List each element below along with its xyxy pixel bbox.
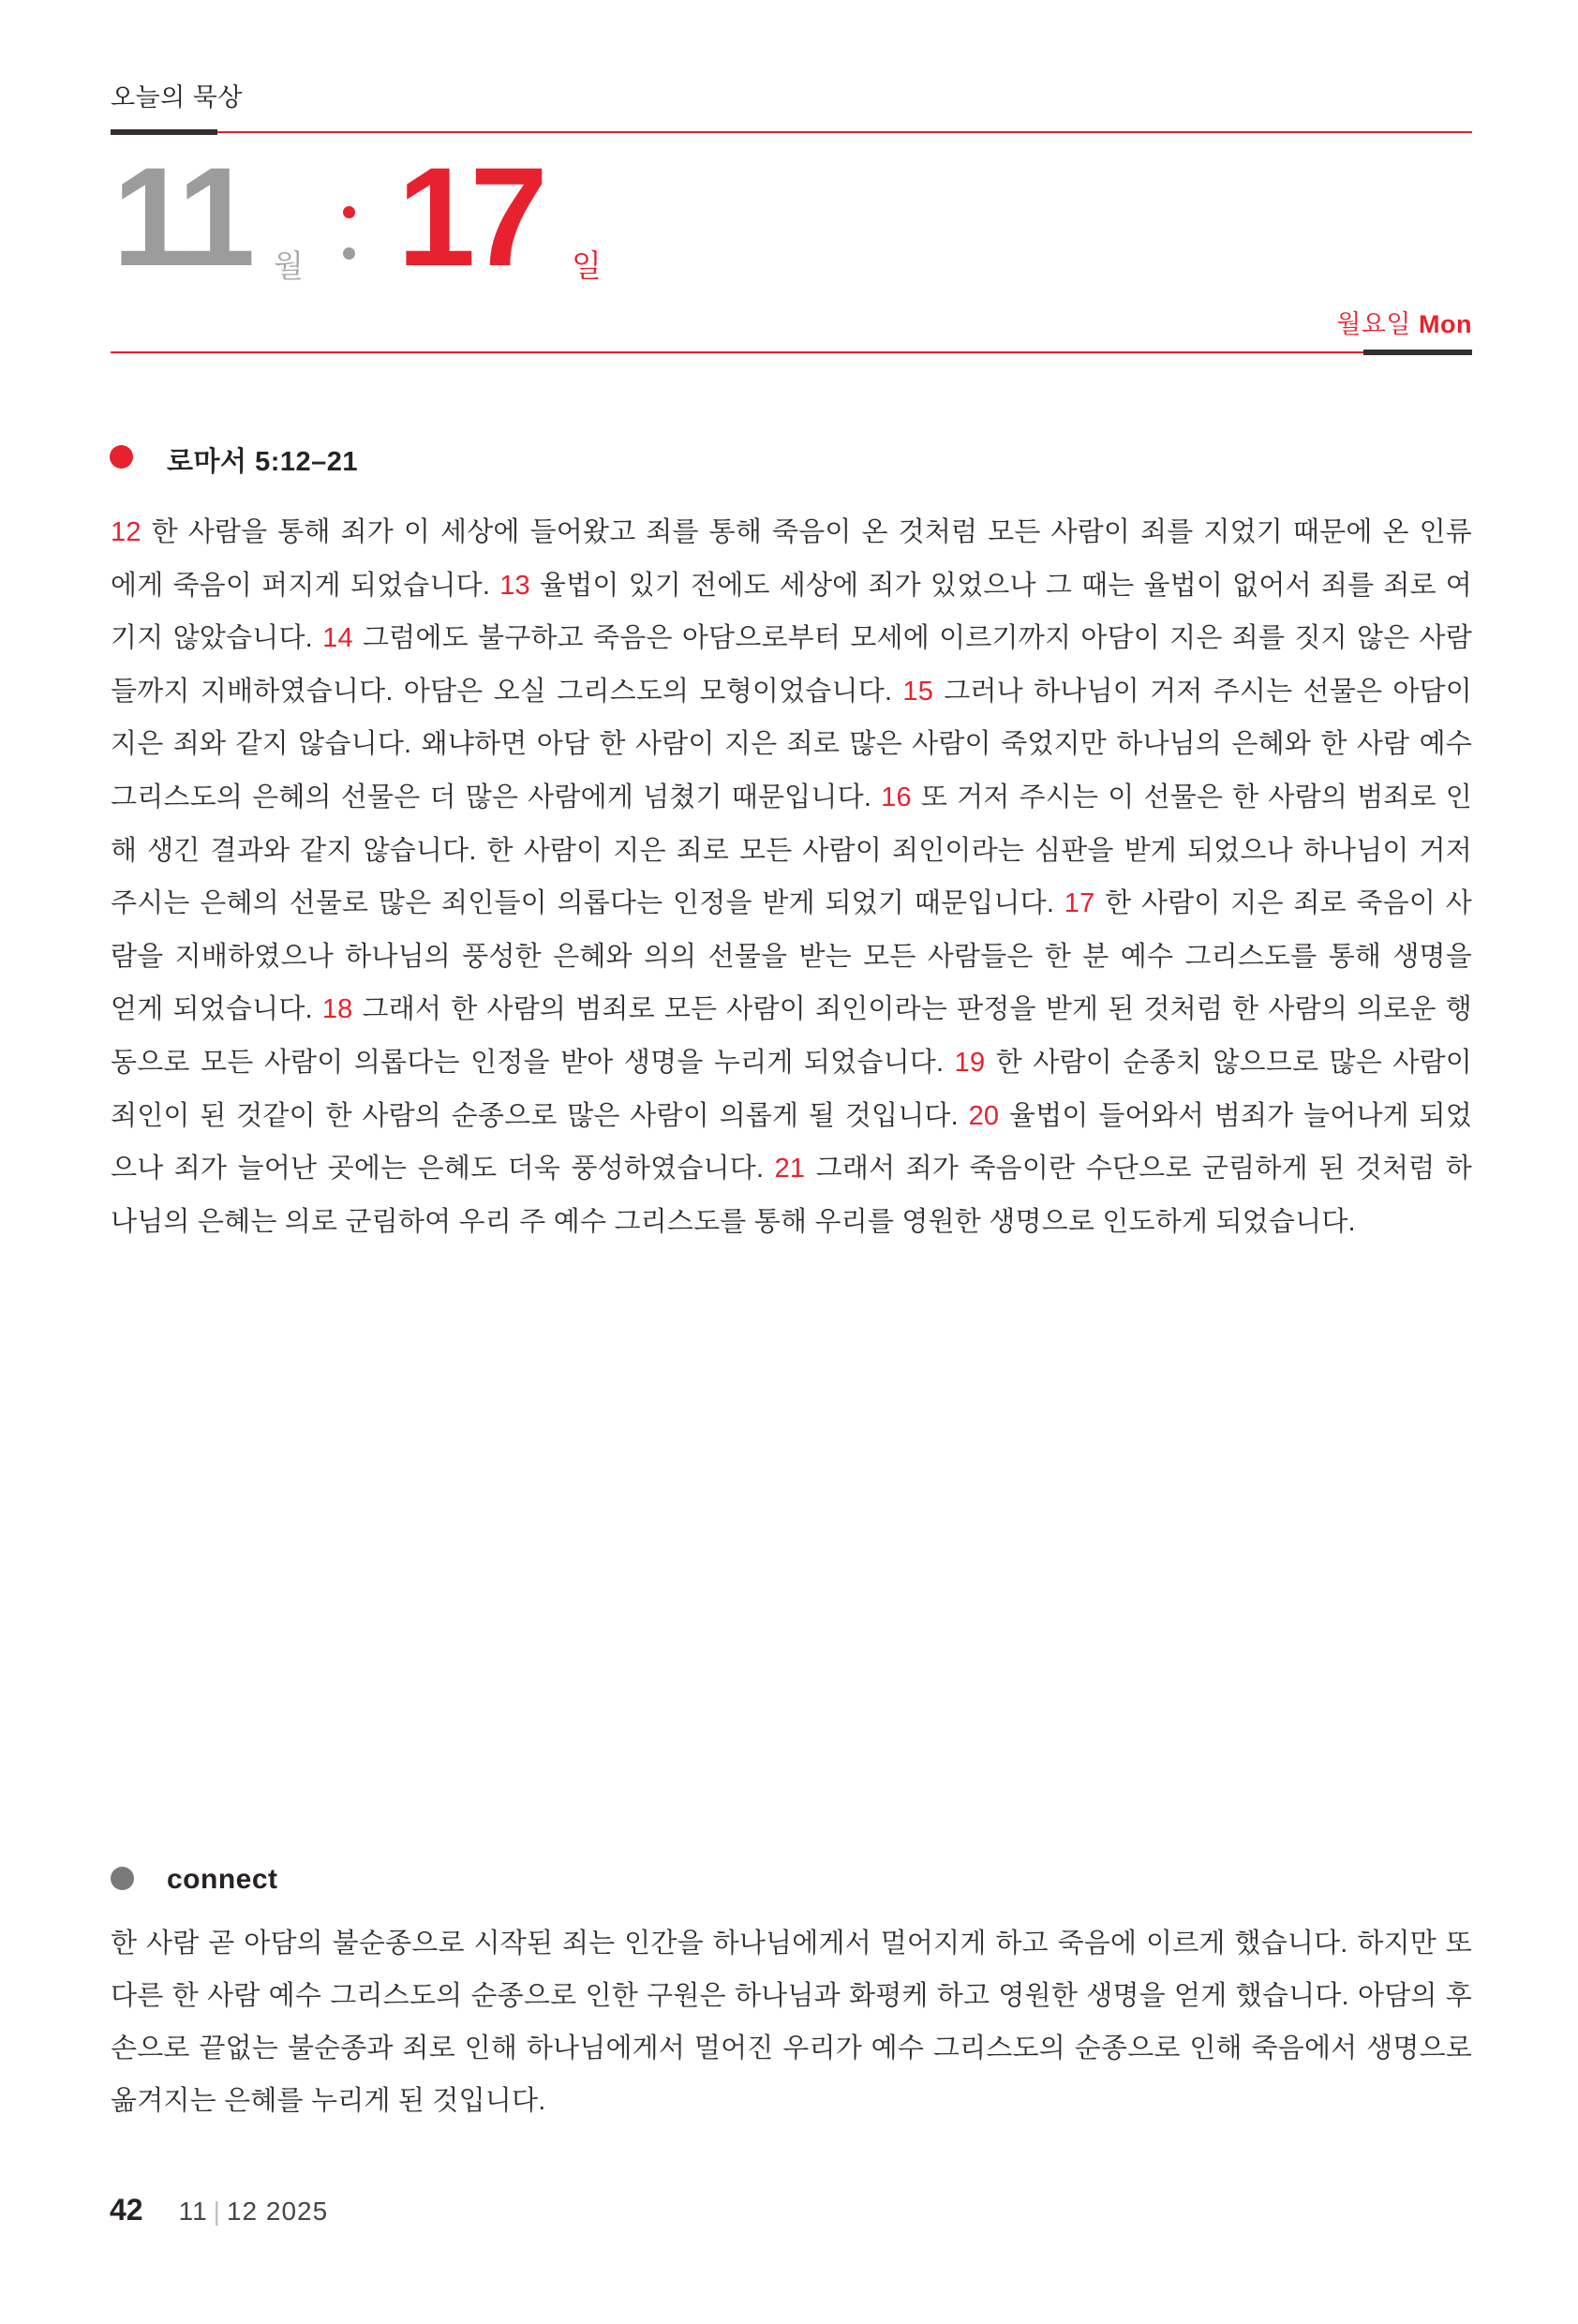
text-segment: 한 사람을 통해 죄가 이 세상에 들어왔고 죄를 통해 죽음이 온 것처럼 모든 사람이 죄를 지었기 때문에 온 인류 [141, 517, 1472, 547]
text-line [111, 983, 1472, 1036]
text-segment: 얻게 되었습니다. [111, 994, 322, 1025]
text-line [111, 665, 1472, 719]
text-line [111, 1090, 1472, 1143]
issue-label [179, 2197, 329, 2227]
text-segment: 주시는 은혜의 선물로 많은 죄인들이 의롭다는 인정을 받게 되었기 때문입니다. [111, 888, 1064, 919]
weekday-english: Mon [1419, 310, 1472, 338]
day-label: 일 [572, 248, 602, 283]
text-segment: 11 [178, 2197, 208, 2226]
text-segment: | [213, 2197, 221, 2226]
verse-number: 13 [499, 570, 530, 601]
text-segment: 그래서 한 사람의 범죄로 모든 사람이 죄인이라는 판정을 받게 된 것처럼 한 사람의 의로운 행 [352, 994, 1472, 1025]
colon-dot-bottom [343, 247, 355, 260]
text-line [111, 1142, 1472, 1196]
red-bullet-icon [110, 445, 133, 469]
connect-title: connect [167, 1864, 278, 1895]
verse-number: 16 [881, 782, 912, 812]
text-segment: 기지 않았습니다. [111, 623, 323, 654]
text-line [111, 2022, 1472, 2075]
text-line [111, 612, 1472, 665]
divider-dark-segment [111, 129, 217, 135]
divider-red-line [111, 351, 1363, 353]
month-label: 월 [274, 248, 304, 283]
verse-number: 19 [954, 1047, 986, 1078]
page-section-label: 오늘의 묵상 [111, 83, 243, 112]
text-segment: 손으로 끝없는 불순종과 죄로 인해 하나님에게서 멀어진 우리가 예수 그리스도의 순종으로 인해 죽음에서 생명으로 [111, 2034, 1472, 2063]
text-segment: 12 2025 [226, 2197, 329, 2226]
text-segment: 해 생긴 결과와 같지 않습니다. 한 사람이 지은 죄로 모든 사람이 죄인이라는 심판을 받게 되었으나 하나님이 거저 [111, 835, 1472, 866]
text-segment: 지은 죄와 같지 않습니다. 왜냐하면 아담 한 사람이 지은 죄로 많은 사람이 죽었지만 하나님의 은혜와 한 사람 예수 [111, 729, 1472, 760]
text-segment: 람을 지배하였으나 하나님의 풍성한 은혜와 의의 선물을 받는 모든 사람들은 한 분 예수 그리스도를 통해 생명을 [111, 941, 1472, 972]
text-segment: 그럼에도 불구하고 죽음은 아담으로부터 모세에 이르기까지 아담이 지은 죄를 짓지 않은 사람 [352, 623, 1472, 654]
weekday-korean: 월요일 [1336, 310, 1412, 338]
text-segment: 율법이 들어와서 범죄가 늘어나게 되었 [999, 1100, 1472, 1131]
verse-number: 20 [968, 1100, 1000, 1131]
divider-red-line [217, 131, 1472, 133]
verse-number: 12 [111, 517, 141, 547]
page-footer [110, 2193, 328, 2227]
page-number: 42 [110, 2193, 143, 2227]
text-line [111, 1970, 1472, 2022]
text-line [111, 1036, 1472, 1090]
weekday-divider [111, 350, 1472, 355]
scripture-passage [111, 506, 1472, 1248]
text-line [111, 931, 1472, 984]
header-divider [111, 129, 1472, 135]
text-segment: 또 거저 주시는 이 선물은 한 사람의 범죄로 인 [911, 782, 1472, 812]
verse-number: 21 [774, 1154, 806, 1184]
text-segment: 율법이 있기 전에도 세상에 죄가 있었으나 그 때는 율법이 없어서 죄를 죄로 여 [529, 570, 1472, 601]
text-line [111, 2075, 1472, 2127]
text-segment: 죄인이 된 것같이 한 사람의 순종으로 많은 사람이 의롭게 될 것입니다. [111, 1100, 969, 1131]
text-segment: 들까지 지배하였습니다. 아담은 오실 그리스도의 모형이었습니다. [111, 676, 903, 707]
text-segment: 에게 죽음이 퍼지게 되었습니다. [111, 570, 500, 601]
text-segment: 나님의 은혜는 의로 군림하여 우리 주 예수 그리스도를 통해 우리를 영원한 생명으로 인도하게 되었습니다. [111, 1206, 1356, 1237]
text-segment: 그러나 하나님이 거저 주시는 선물은 아담이 [933, 676, 1472, 707]
text-segment: 으나 죄가 늘어난 곳에는 은혜도 더욱 풍성하였습니다. [111, 1154, 775, 1184]
text-line [111, 559, 1472, 613]
text-line [111, 1196, 1472, 1249]
text-segment: 그래서 죄가 죽음이란 수단으로 군림하게 된 것처럼 하 [805, 1154, 1472, 1184]
text-segment: 한 사람이 순종치 않으므로 많은 사람이 [985, 1047, 1472, 1078]
text-line [111, 877, 1472, 931]
verse-number: 15 [902, 676, 934, 707]
gray-bullet-icon [111, 1867, 134, 1890]
divider-dark-segment [1363, 350, 1472, 355]
connect-commentary [111, 1917, 1472, 2127]
verse-number: 18 [321, 994, 353, 1025]
text-line [111, 1917, 1472, 1970]
text-segment: 한 사람이 지은 죄로 죽음이 사 [1094, 888, 1472, 919]
text-line [111, 506, 1472, 559]
text-segment: 한 사람 곧 아담의 불순종으로 시작된 죄는 인간을 하나님에게서 멀어지게 하고 죽음에 이르게 했습니다. 하지만 또 [111, 1929, 1472, 1959]
date-colon-icon [343, 206, 356, 261]
text-line [111, 825, 1472, 878]
text-line [111, 718, 1472, 771]
text-segment: 다른 한 사람 예수 그리스도의 순종으로 인한 구원은 하나님과 화평케 하고 영원한 생명을 얻게 했습니다. 아담의 후 [111, 1981, 1472, 2011]
text-segment: 동으로 모든 사람이 의롭다는 인정을 받아 생명을 누리게 되었습니다. [111, 1047, 955, 1078]
weekday-label [1336, 304, 1472, 340]
scripture-reference: 로마서 5:12–21 [167, 447, 359, 477]
text-line [111, 771, 1472, 825]
colon-dot-top [343, 206, 355, 218]
day-number: 17 [397, 138, 543, 295]
verse-number: 14 [322, 623, 353, 654]
text-segment: 옮겨지는 은혜를 누리게 된 것입니다. [111, 2086, 546, 2116]
text-segment: 그리스도의 은혜의 선물은 더 많은 사람에게 넘쳤기 때문입니다. [111, 782, 882, 812]
verse-number: 17 [1064, 888, 1095, 919]
month-number: 11 [112, 138, 250, 295]
